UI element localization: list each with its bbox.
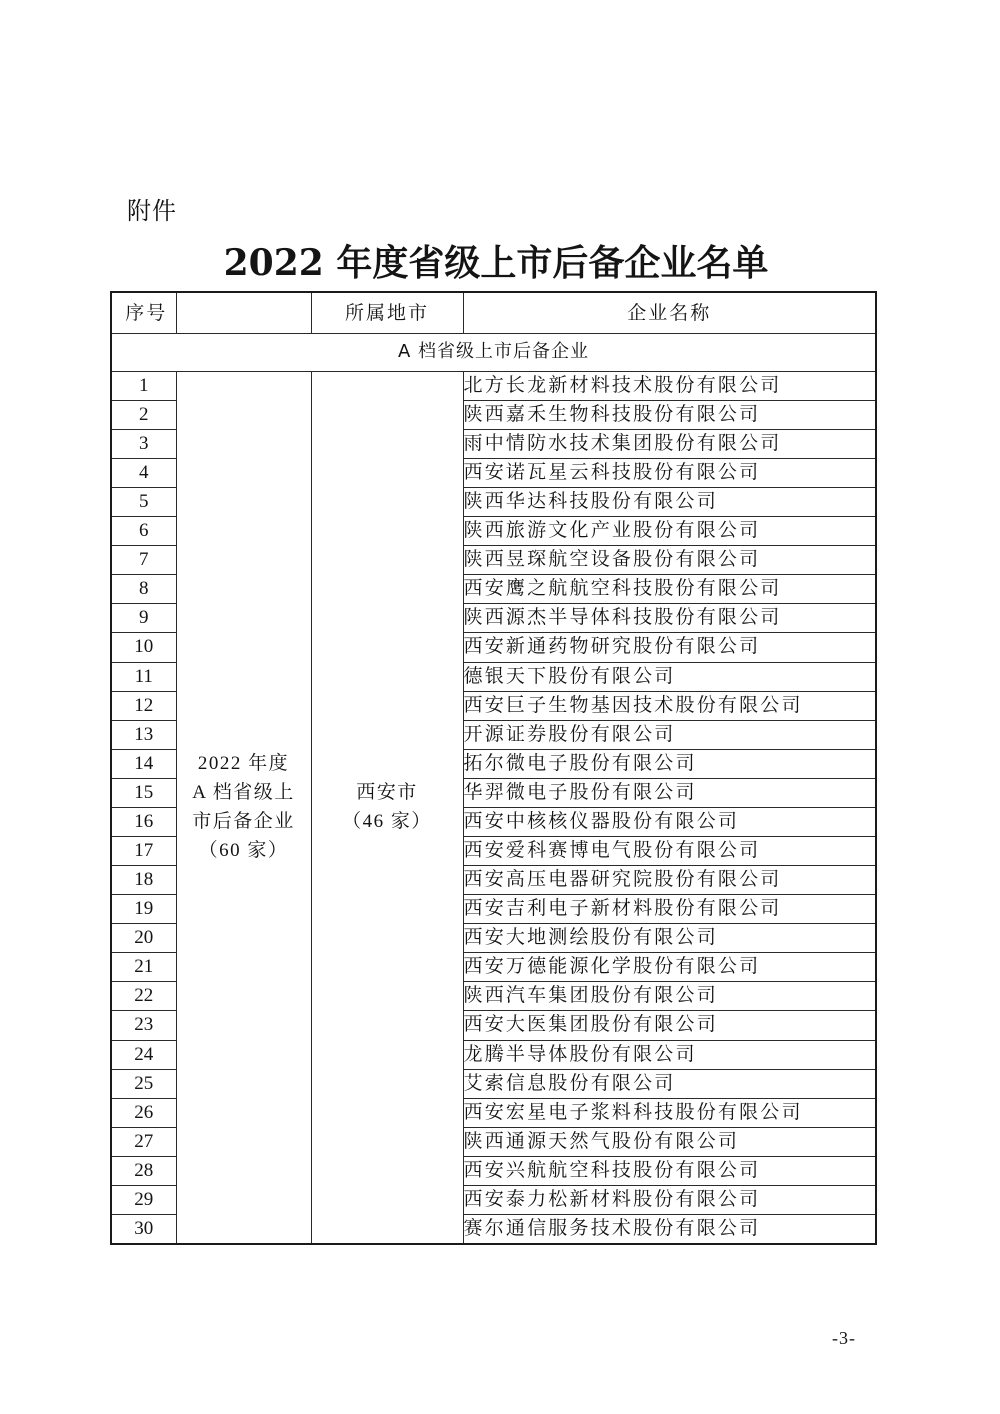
section-title: A 档省级上市后备企业: [111, 333, 876, 371]
category-line: 市后备企业: [192, 811, 295, 833]
header-serial-number: 序号: [111, 292, 176, 333]
category-line: A 档省级上: [192, 782, 295, 804]
page-number: -3-: [832, 1328, 856, 1348]
enterprise-list-table: [110, 291, 877, 1245]
table-row: [111, 371, 876, 400]
row-number: 29: [111, 1185, 176, 1214]
row-number: 2: [111, 400, 176, 429]
row-number: 6: [111, 517, 176, 546]
row-number: 28: [111, 1156, 176, 1185]
company-name: 西安大地测绘股份有限公司: [463, 924, 876, 953]
company-name: 西安巨子生物基因技术股份有限公司: [463, 691, 876, 720]
company-name: 陕西汽车集团股份有限公司: [463, 982, 876, 1011]
company-name: 西安新通药物研究股份有限公司: [463, 633, 876, 662]
company-name: 陕西嘉禾生物科技股份有限公司: [463, 400, 876, 429]
company-name: 赛尔通信服务技术股份有限公司: [463, 1215, 876, 1245]
row-number: 20: [111, 924, 176, 953]
company-name: 西安高压电器研究院股份有限公司: [463, 866, 876, 895]
company-name: 西安兴航航空科技股份有限公司: [463, 1156, 876, 1185]
company-name: 西安吉利电子新材料股份有限公司: [463, 895, 876, 924]
header-city: 所属地市: [311, 292, 463, 333]
company-name: 陕西通源天然气股份有限公司: [463, 1127, 876, 1156]
row-number: 10: [111, 633, 176, 662]
row-number: 12: [111, 691, 176, 720]
row-number: 17: [111, 836, 176, 865]
company-name: 西安泰力松新材料股份有限公司: [463, 1185, 876, 1214]
header-company-name: 企业名称: [463, 292, 876, 333]
company-name: 雨中情防水技术集团股份有限公司: [463, 429, 876, 458]
company-name: 拓尔微电子股份有限公司: [463, 749, 876, 778]
row-number: 24: [111, 1040, 176, 1069]
category-line: （60 家）: [198, 840, 289, 862]
company-name: 西安鹰之航航空科技股份有限公司: [463, 575, 876, 604]
table-header-row: [111, 292, 876, 333]
company-name: 西安大医集团股份有限公司: [463, 1011, 876, 1040]
row-number: 25: [111, 1069, 176, 1098]
city-line: 西安市: [356, 782, 418, 804]
row-number: 26: [111, 1098, 176, 1127]
row-number: 3: [111, 429, 176, 458]
company-name: 北方长龙新材料技术股份有限公司: [463, 371, 876, 400]
company-name: 龙腾半导体股份有限公司: [463, 1040, 876, 1069]
row-number: 1: [111, 371, 176, 400]
document-title: 2022 年度省级上市后备企业名单: [223, 242, 769, 284]
category-line: 2022 年度: [197, 753, 290, 775]
row-number: 9: [111, 604, 176, 633]
company-name: 华羿微电子股份有限公司: [463, 778, 876, 807]
city-cell: [311, 371, 463, 1244]
attachment-label: 附件: [127, 197, 177, 225]
company-name: 西安中核核仪器股份有限公司: [463, 807, 876, 836]
row-number: 21: [111, 953, 176, 982]
company-name: 陕西华达科技股份有限公司: [463, 488, 876, 517]
company-name: 西安爱科赛博电气股份有限公司: [463, 836, 876, 865]
company-name: 陕西旅游文化产业股份有限公司: [463, 517, 876, 546]
row-number: 16: [111, 807, 176, 836]
row-number: 13: [111, 720, 176, 749]
section-row: [111, 333, 876, 371]
company-name: 陕西源杰半导体科技股份有限公司: [463, 604, 876, 633]
company-name: 开源证券股份有限公司: [463, 720, 876, 749]
company-name: 德银天下股份有限公司: [463, 662, 876, 691]
row-number: 11: [111, 662, 176, 691]
header-category: [176, 292, 311, 333]
row-number: 7: [111, 546, 176, 575]
row-number: 8: [111, 575, 176, 604]
company-name: 陕西昱琛航空设备股份有限公司: [463, 546, 876, 575]
row-number: 18: [111, 866, 176, 895]
company-name: 西安宏星电子浆料科技股份有限公司: [463, 1098, 876, 1127]
company-name: 西安诺瓦星云科技股份有限公司: [463, 458, 876, 487]
category-cell: [176, 371, 311, 1244]
row-number: 22: [111, 982, 176, 1011]
row-number: 30: [111, 1215, 176, 1245]
row-number: 4: [111, 458, 176, 487]
city-line: （46 家）: [342, 811, 432, 833]
company-name: 西安万德能源化学股份有限公司: [463, 953, 876, 982]
company-name: 艾索信息股份有限公司: [463, 1069, 876, 1098]
row-number: 15: [111, 778, 176, 807]
row-number: 27: [111, 1127, 176, 1156]
row-number: 23: [111, 1011, 176, 1040]
row-number: 5: [111, 488, 176, 517]
row-number: 14: [111, 749, 176, 778]
row-number: 19: [111, 895, 176, 924]
